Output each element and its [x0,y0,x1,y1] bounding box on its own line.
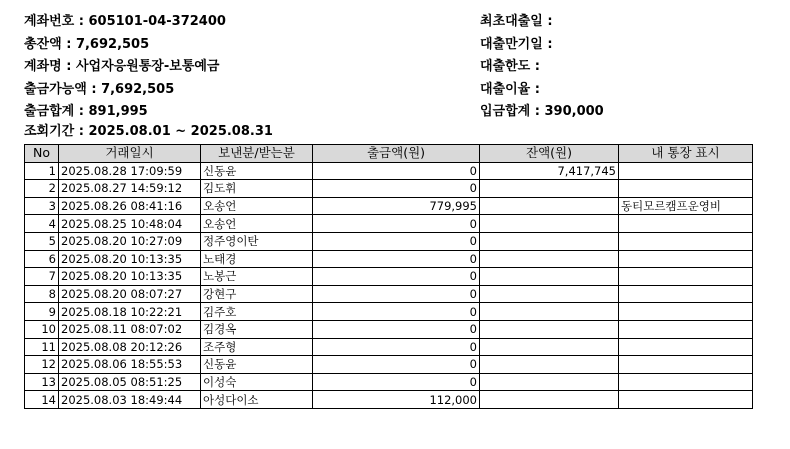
cell-datetime: 2025.08.03 18:49:44 [59,391,201,409]
deposit-total-label: 입금합계 [480,104,531,120]
cell-datetime: 2025.08.08 20:12:26 [59,338,201,356]
cell-datetime: 2025.08.05 08:51:25 [59,373,201,391]
column-header-withdrawal: 출금액(원) [313,145,480,163]
cell-memo: 동티모르캠프운영비 [619,197,753,215]
separator: : [74,124,89,139]
cell-memo [619,338,753,356]
loan-limit-row [480,56,604,79]
loan-limit-label: 대출한도 [480,59,531,75]
column-header-memo: 내 통장 표시 [619,145,753,163]
cell-balance [480,197,619,215]
cell-datetime: 2025.08.20 08:07:27 [59,285,201,303]
cell-balance [480,215,619,233]
cell-memo [619,320,753,338]
cell-withdrawal: 0 [313,356,480,374]
table-row [25,180,753,198]
cell-withdrawal: 0 [313,285,480,303]
cell-datetime: 2025.08.28 17:09:59 [59,162,201,180]
account-number-value: 605101-04-372400 [88,14,226,29]
transaction-rows [25,162,753,408]
cell-party: 신동윤 [201,162,313,180]
column-header-party: 보낸분/받는분 [201,145,313,163]
table-row [25,197,753,215]
account-number-label: 계좌번호 [24,14,75,29]
cell-balance [480,180,619,198]
cell-balance [480,338,619,356]
cell-memo [619,215,753,233]
cell-datetime: 2025.08.25 10:48:04 [59,215,201,233]
column-header-balance: 잔액(원) [480,145,619,163]
cell-balance [480,250,619,268]
cell-datetime: 2025.08.06 18:55:53 [59,356,201,374]
cell-party: 아성다이소 [201,391,313,409]
inquiry-period-label: 조회기간 [24,124,75,139]
cell-memo [619,285,753,303]
cell-balance [480,373,619,391]
inquiry-period-value: 2025.08.01 ~ 2025.08.31 [88,124,273,139]
cell-memo [619,232,753,250]
cell-no: 12 [25,356,59,374]
cell-withdrawal: 0 [313,215,480,233]
separator: : [74,14,89,29]
table-row [25,285,753,303]
separator: : [61,36,76,52]
separator: : [530,59,540,75]
cell-withdrawal: 0 [313,303,480,321]
cell-party: 이성숙 [201,373,313,391]
cell-no: 5 [25,232,59,250]
cell-balance [480,303,619,321]
cell-no: 8 [25,285,59,303]
account-name-value: 사업자응원통장-보통예금 [75,59,220,75]
table-row [25,162,753,180]
account-number-row [24,11,226,34]
withdrawal-total-label: 출금합계 [24,104,75,120]
cell-no: 14 [25,391,59,409]
cell-party: 김주호 [201,303,313,321]
cell-party: 정주영이탄 [201,232,313,250]
transaction-table [24,144,753,409]
separator: : [86,81,102,97]
cell-no: 3 [25,197,59,215]
total-balance-row [24,34,226,57]
cell-withdrawal: 0 [313,232,480,250]
cell-party: 노태경 [201,250,313,268]
cell-party: 신동윤 [201,356,313,374]
account-summary-left [24,11,226,124]
cell-balance [480,356,619,374]
cell-memo [619,180,753,198]
first-loan-date-label: 최초대출일 [480,14,543,29]
cell-balance [480,268,619,286]
cell-no: 13 [25,373,59,391]
table-row [25,391,753,409]
total-balance-label: 총잔액 [24,36,62,52]
cell-balance [480,285,619,303]
cell-withdrawal: 0 [313,268,480,286]
cell-balance [480,320,619,338]
cell-withdrawal: 0 [313,373,480,391]
cell-no: 4 [25,215,59,233]
cell-balance [480,391,619,409]
cell-datetime: 2025.08.20 10:13:35 [59,250,201,268]
first-loan-date-row [480,11,604,34]
cell-datetime: 2025.08.20 10:27:09 [59,232,201,250]
table-row [25,215,753,233]
cell-party: 조주형 [201,338,313,356]
table-row [25,250,753,268]
separator: : [542,36,553,52]
cell-no: 2 [25,180,59,198]
cell-datetime: 2025.08.11 08:07:02 [59,320,201,338]
cell-no: 10 [25,320,59,338]
cell-datetime: 2025.08.18 10:22:21 [59,303,201,321]
cell-datetime: 2025.08.20 10:13:35 [59,268,201,286]
cell-party: 김도휘 [201,180,313,198]
cell-withdrawal: 0 [313,162,480,180]
cell-withdrawal: 0 [313,338,480,356]
table-row [25,303,753,321]
account-name-label: 계좌명 [24,59,62,75]
table-row [25,268,753,286]
cell-withdrawal: 0 [313,180,480,198]
column-header-datetime: 거래일시 [59,145,201,163]
cell-withdrawal: 0 [313,250,480,268]
cell-memo [619,373,753,391]
cell-memo [619,303,753,321]
cell-withdrawal: 112,000 [313,391,480,409]
loan-rate-row [480,79,604,102]
table-row [25,356,753,374]
separator: : [530,104,545,120]
loan-rate-label: 대출이율 [480,81,531,97]
deposit-total-row [480,101,604,124]
separator: : [74,104,89,120]
withdrawal-total-row [24,101,226,124]
cell-party: 강현구 [201,285,313,303]
table-row [25,320,753,338]
deposit-total-value: 390,000 [544,104,604,120]
cell-withdrawal: 779,995 [313,197,480,215]
inquiry-period [24,122,273,142]
loan-maturity-row [480,34,604,57]
total-balance-value: 7,692,505 [75,36,150,52]
cell-party: 오송언 [201,215,313,233]
table-row [25,338,753,356]
separator: : [61,59,76,75]
account-summary-right [480,11,604,124]
cell-no: 9 [25,303,59,321]
cell-balance [480,232,619,250]
cell-datetime: 2025.08.27 14:59:12 [59,180,201,198]
column-header-no: No [25,145,59,163]
available-amount-label: 출금가능액 [24,81,87,97]
cell-memo [619,391,753,409]
table-row [25,232,753,250]
cell-balance: 7,417,745 [480,162,619,180]
cell-no: 7 [25,268,59,286]
cell-datetime: 2025.08.26 08:41:16 [59,197,201,215]
available-amount-value: 7,692,505 [101,81,175,97]
account-name-row [24,56,226,79]
separator: : [530,81,540,97]
cell-party: 노봉근 [201,268,313,286]
loan-maturity-label: 대출만기일 [480,36,543,52]
table-header-row [25,145,753,163]
cell-no: 6 [25,250,59,268]
withdrawal-total-value: 891,995 [88,104,148,120]
cell-withdrawal: 0 [313,320,480,338]
cell-memo [619,250,753,268]
cell-no: 11 [25,338,59,356]
cell-memo [619,268,753,286]
available-amount-row [24,79,226,102]
cell-party: 오송언 [201,197,313,215]
cell-memo [619,162,753,180]
cell-memo [619,356,753,374]
separator: : [542,14,553,29]
table-row [25,373,753,391]
cell-party: 김경옥 [201,320,313,338]
cell-no: 1 [25,162,59,180]
